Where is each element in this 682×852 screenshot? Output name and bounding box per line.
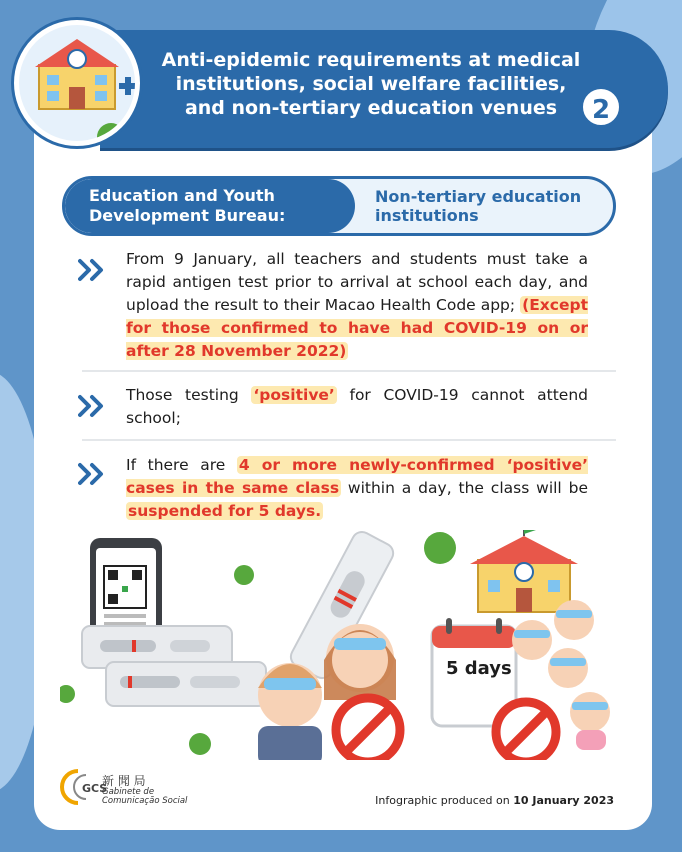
production-note: Infographic produced on 10 January 2023 [375, 794, 614, 807]
page-title: Anti-epidemic requirements at medical institutions, social welfare facilities, and non-tertiary education venues [161, 49, 581, 119]
prohibited-icon [496, 702, 556, 760]
item-highlight: suspended for 5 days. [128, 502, 322, 520]
school-icon [14, 20, 140, 146]
item-highlight: ‘positive’ [253, 386, 335, 404]
item-text: From 9 January, all teachers and students must take a rapid antigen test prior to arrival at school each day, and upload the result to their Macao Health Code app; [126, 250, 588, 314]
chevron-right-icon [78, 394, 108, 418]
item-highlight: 4 or more newly-confirmed ‘positive’ cases in the same class [126, 456, 588, 497]
department-scope: Non-tertiary education institutions [375, 187, 582, 225]
prohibited-icon [336, 698, 400, 760]
department-pill [62, 176, 616, 236]
chevron-right-icon [78, 462, 108, 486]
item-highlight: (Except for those confirmed to have had COVID-19 on or after 28 November 2022) [126, 296, 588, 360]
section-number-badge: 2 [580, 86, 622, 128]
item-text: If there are [126, 456, 226, 474]
item-text: Those testing [126, 386, 239, 404]
org-name-chinese: 新 聞 局 [102, 774, 146, 788]
list-item [126, 248, 588, 363]
test-strip-icon [82, 626, 266, 706]
org-name-portuguese: Gabinete de Comunicação Social [102, 787, 188, 806]
list-item [126, 454, 588, 523]
chevron-right-icon [78, 258, 108, 282]
production-date: 10 January 2023 [513, 794, 614, 807]
divider [82, 370, 616, 372]
item-text: for COVID-19 cannot attend school; [126, 386, 588, 427]
department-name: Education and Youth Development Bureau: [89, 186, 286, 225]
item-text: within a day, the class will be [347, 479, 588, 497]
divider [82, 439, 616, 441]
calendar-days-label: 5 days [446, 658, 512, 679]
illustration [60, 530, 640, 760]
school-icon [470, 530, 578, 612]
list-item [126, 384, 588, 430]
svg-text:GCS: GCS [82, 782, 108, 795]
department-name-box [65, 179, 355, 233]
